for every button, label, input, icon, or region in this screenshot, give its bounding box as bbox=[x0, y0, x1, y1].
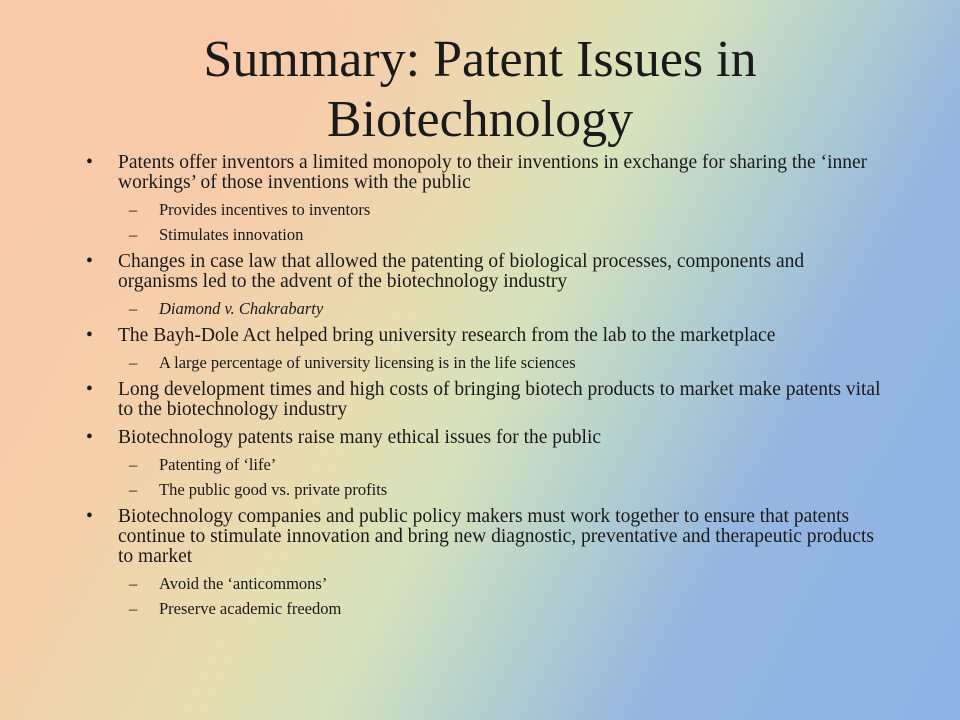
dash-marker: – bbox=[129, 200, 138, 219]
sub-bullet-text: Preserve academic freedom bbox=[159, 599, 342, 618]
dash-marker: – bbox=[129, 299, 138, 318]
sub-bullet-text: Stimulates innovation bbox=[159, 225, 304, 244]
sub-bullet-text: A large percentage of university licensing is in the life sciences bbox=[159, 353, 576, 372]
bullet-item: • Changes in case law that allowed the patenting of biological processes, components and organisms led to the advent of the biotechnology industry bbox=[86, 252, 886, 292]
bullet-item: • Long development times and high costs of bringing biotech products to market make patents vital to the biotechnology industry bbox=[86, 380, 886, 420]
sub-bullet-item bbox=[86, 200, 886, 219]
bullet-item: • Biotechnology companies and public policy makers must work together to ensure that patents continue to stimulate innovation and bring new diagnostic, preventative and therapeutic products to market bbox=[86, 507, 886, 567]
bullet-item: • The Bayh-Dole Act helped bring university research from the lab to the marketplace bbox=[86, 326, 886, 346]
bullet-item: • Patents offer inventors a limited monopoly to their inventions in exchange for sharing the ‘inner workings’ of those inventions with the public bbox=[86, 153, 886, 193]
slide-title: Summary: Patent Issues in Biotechnology bbox=[203, 31, 757, 148]
sub-bullet-item bbox=[86, 299, 886, 318]
sub-bullet-item bbox=[86, 480, 886, 499]
sub-bullet-item bbox=[86, 599, 886, 618]
sub-bullet-item bbox=[86, 574, 886, 593]
dash-marker: – bbox=[129, 574, 138, 593]
sub-bullet-text: The public good vs. private profits bbox=[159, 480, 388, 499]
sub-bullet-item bbox=[86, 455, 886, 474]
dash-marker: – bbox=[129, 225, 138, 244]
dash-marker: – bbox=[129, 353, 138, 372]
sub-bullet-item bbox=[86, 225, 886, 244]
sub-bullet-text: Diamond v. Chakrabarty bbox=[159, 299, 324, 318]
sub-bullet-item bbox=[86, 353, 886, 372]
bullet-list bbox=[86, 153, 886, 618]
dash-marker: – bbox=[129, 599, 138, 618]
bullet-item: • Biotechnology patents raise many ethical issues for the public bbox=[86, 428, 886, 448]
sub-bullet-text: Avoid the ‘anticommons’ bbox=[159, 574, 328, 593]
dash-marker: – bbox=[129, 480, 138, 499]
dash-marker: – bbox=[129, 455, 138, 474]
sub-bullet-text: Patenting of ‘life’ bbox=[159, 455, 277, 474]
sub-bullet-text: Provides incentives to inventors bbox=[159, 200, 371, 219]
